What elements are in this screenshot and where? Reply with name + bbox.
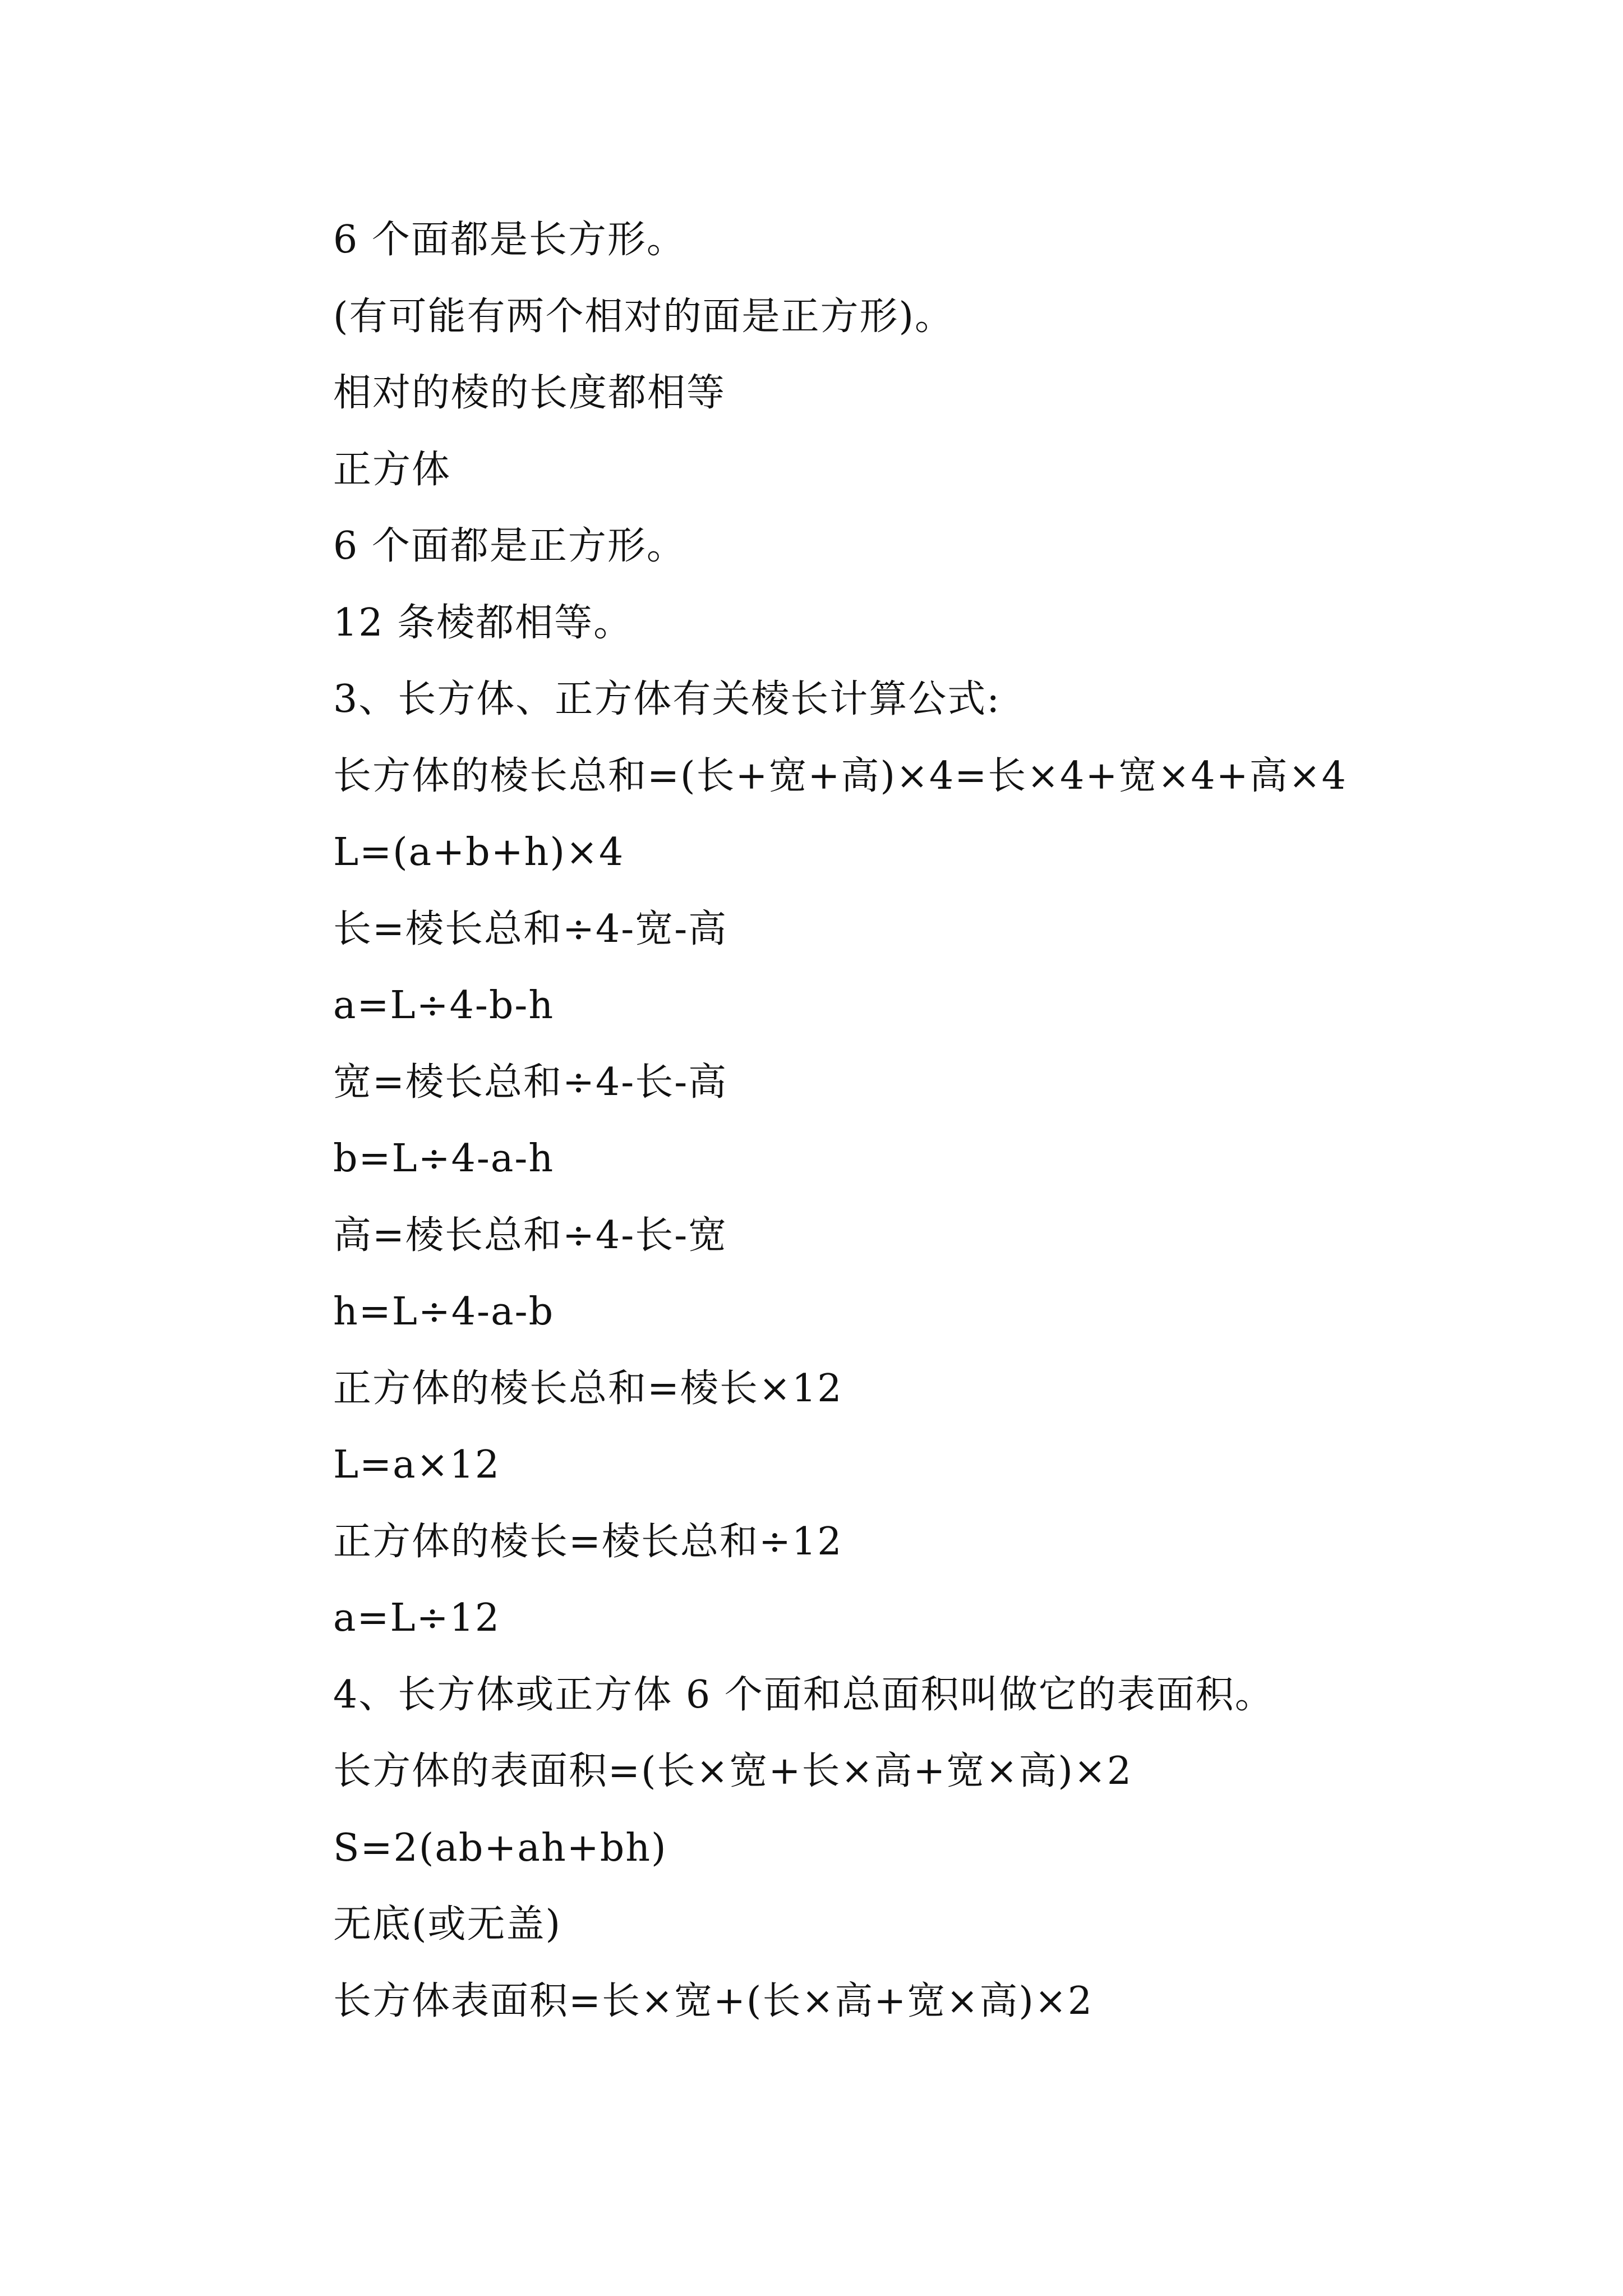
formula-line: 正方体的棱长=棱长总和÷12 [333, 1519, 843, 1564]
text-line: 6 个面都是长方形。 [333, 218, 686, 262]
formula-line: L=a×12 [333, 1443, 501, 1487]
formula-line: h=L÷4-a-b [333, 1290, 555, 1334]
formula-line: L=(a+b+h)×4 [333, 830, 625, 875]
formula-line: b=L÷4-a-h [333, 1137, 555, 1181]
formula-line: a=L÷12 [333, 1596, 501, 1640]
document-body [333, 202, 1466, 2040]
formula-line: a=L÷4-b-h [333, 983, 555, 1028]
text-line: 相对的棱的长度都相等 [333, 371, 726, 415]
section-heading: 4、长方体或正方体 6 个面和总面积叫做它的表面积。 [333, 1672, 1274, 1717]
formula-line: 高=棱长总和÷4-长-宽 [333, 1213, 728, 1258]
formula-line: 宽=棱长总和÷4-长-高 [333, 1060, 728, 1105]
text-line: 无底(或无盖) [333, 1902, 562, 1947]
text-line: (有可能有两个相对的面是正方形)。 [333, 294, 955, 339]
text-line: 12 条棱都相等。 [333, 600, 633, 645]
formula-line: 长方体表面积=长×宽+(长×高+宽×高)×2 [333, 1978, 1094, 2023]
section-heading: 3、长方体、正方体有关棱长计算公式: [333, 677, 1001, 721]
formula-line: S=2(ab+ah+bh) [333, 1825, 667, 1870]
section-heading: 正方体 [333, 447, 451, 492]
formula-line: 长方体的表面积=(长×宽+长×高+宽×高)×2 [333, 1749, 1133, 1793]
formula-line: 正方体的棱长总和=棱长×12 [333, 1366, 843, 1411]
formula-line: 长方体的棱长总和=(长+宽+高)×4=长×4+宽×4+高×4 [333, 753, 1347, 798]
text-line: 6 个面都是正方形。 [333, 524, 686, 568]
formula-line: 长=棱长总和÷4-宽-高 [333, 907, 728, 951]
